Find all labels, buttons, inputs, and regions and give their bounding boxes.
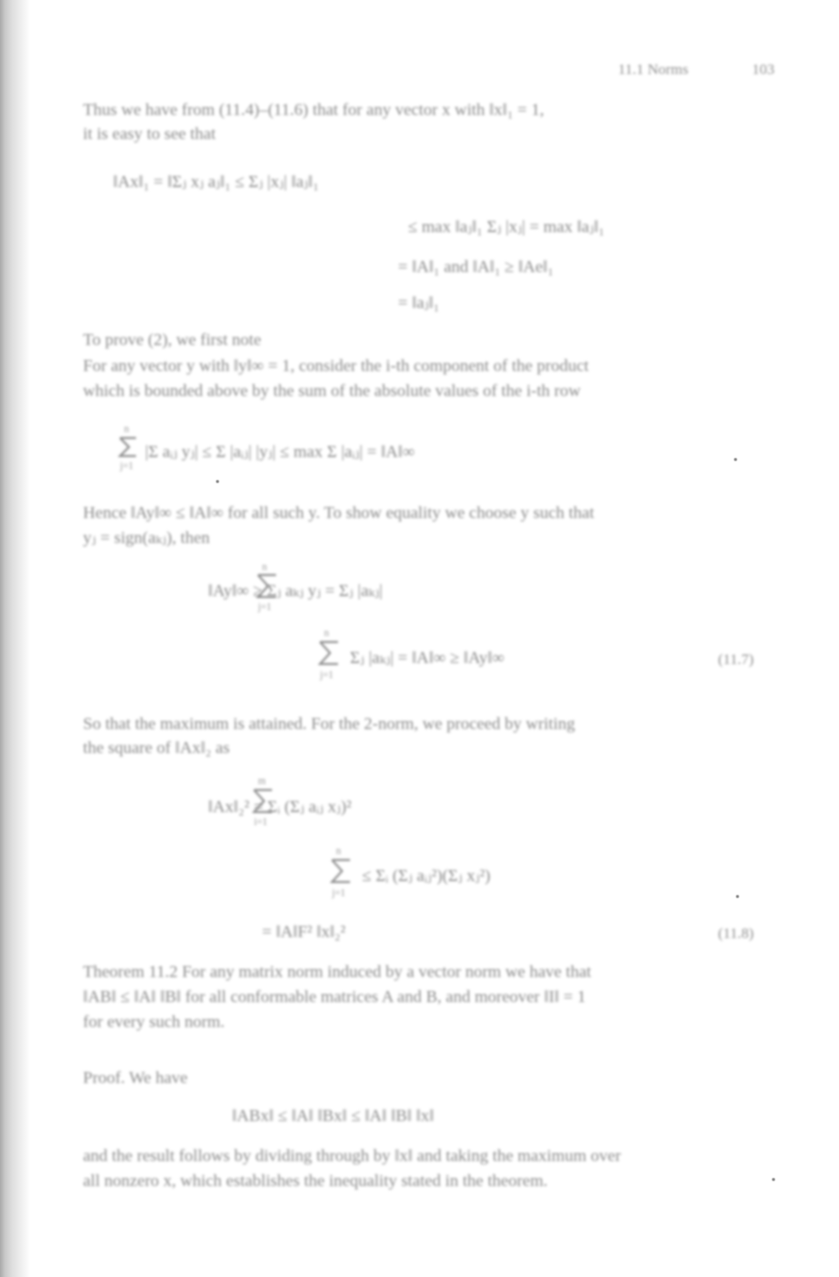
text-line: So that the maximum is attained. For the 2-norm, we proceed by writing: [83, 714, 575, 733]
display-equation-line: ‖Ay‖∞ ≥ Σⱼ aₖⱼ yⱼ = Σⱼ |aₖⱼ|: [208, 581, 383, 600]
text-line: Proof. We have: [83, 1068, 188, 1087]
text-line: yⱼ = sign(aₖⱼ), then: [83, 528, 210, 547]
display-equation-line: = ‖A‖F² ‖x‖₂²: [262, 922, 346, 941]
sum-upper-limit: n: [262, 562, 267, 573]
display-equation-line: ‖ABx‖ ≤ ‖A‖ ‖Bx‖ ≤ ‖A‖ ‖B‖ ‖x‖: [232, 1106, 435, 1125]
display-equation-line: = ‖aⱼ‖₁: [398, 293, 440, 312]
ink-speck: [736, 895, 739, 898]
display-equation-line: |Σ aᵢⱼ yⱼ| ≤ Σ |aᵢⱼ| |yⱼ| ≤ max Σ |aᵢⱼ| = ‖A‖∞: [145, 442, 415, 461]
sum-upper-limit: n: [324, 628, 329, 639]
ink-speck: [772, 1178, 775, 1181]
display-equation-line: ≤ max ‖aⱼ‖₁ Σⱼ |xⱼ| = max ‖aⱼ‖₁: [408, 217, 605, 236]
page-number: 103: [752, 62, 775, 78]
summation-symbol: [330, 858, 352, 884]
text-line: Theorem 11.2 For any matrix norm induced by a vector norm we have that: [83, 962, 592, 981]
ink-speck: [216, 480, 219, 483]
sum-upper-limit: n: [336, 846, 341, 857]
display-equation-line: ‖Ax‖₁ = ‖Σⱼ xⱼ aⱼ‖₁ ≤ Σⱼ |xⱼ| ‖aⱼ‖₁: [113, 172, 319, 191]
text-line: for every such norm.: [83, 1012, 225, 1031]
equation-number: (11.7): [718, 652, 754, 668]
text-line: which is bounded above by the sum of the absolute values of the i-th row: [83, 381, 581, 400]
text-line: For any vector y with ‖y‖∞ = 1, consider the i-th component of the product: [83, 356, 589, 375]
text-line: the square of ‖Ax‖₂ as: [83, 738, 230, 757]
display-equation-line: Σⱼ |aₖⱼ| = ‖A‖∞ ≥ ‖Ay‖∞: [350, 648, 505, 667]
display-equation-line: = ‖A‖₁ and ‖A‖₁ ≥ ‖Ae‖₁: [398, 257, 554, 276]
text-line: it is easy to see that: [83, 124, 216, 143]
text-line: Hence ‖Ay‖∞ ≤ ‖A‖∞ for all such y. To show equality we choose y such that: [83, 503, 595, 522]
summation-symbol: [318, 640, 340, 666]
display-equation-line: ‖Ax‖₂² = Σᵢ (Σⱼ aᵢⱼ xⱼ)²: [208, 797, 352, 816]
sum-lower-limit: j=1: [332, 888, 346, 899]
book-spine-shadow: [0, 0, 30, 1277]
equation-number: (11.8): [718, 926, 754, 942]
sum-upper-limit: n: [124, 424, 129, 435]
text-line: ‖AB‖ ≤ ‖A‖ ‖B‖ for all conformable matrices A and B, and moreover ‖I‖ = 1: [83, 987, 586, 1006]
sum-lower-limit: j=1: [320, 670, 334, 681]
sum-lower-limit: i=1: [254, 817, 268, 828]
sum-upper-limit: m: [258, 776, 266, 787]
text-line: To prove (2), we first note: [83, 330, 262, 349]
display-equation-line: ≤ Σᵢ (Σⱼ aᵢⱼ²)(Σⱼ xⱼ²): [362, 866, 491, 885]
summation-symbol: [118, 436, 138, 458]
text-line: Thus we have from (11.4)–(11.6) that for any vector x with ‖x‖₁ = 1,: [83, 100, 544, 119]
ink-speck: [734, 458, 737, 461]
sum-lower-limit: j=1: [120, 461, 134, 472]
text-line: all nonzero x, which establishes the inequality stated in the theorem.: [83, 1171, 548, 1190]
text-line: and the result follows by dividing through by ‖x‖ and taking the maximum over: [83, 1146, 621, 1165]
running-head: 11.1 Norms: [618, 62, 689, 78]
sum-lower-limit: j=1: [258, 602, 272, 613]
